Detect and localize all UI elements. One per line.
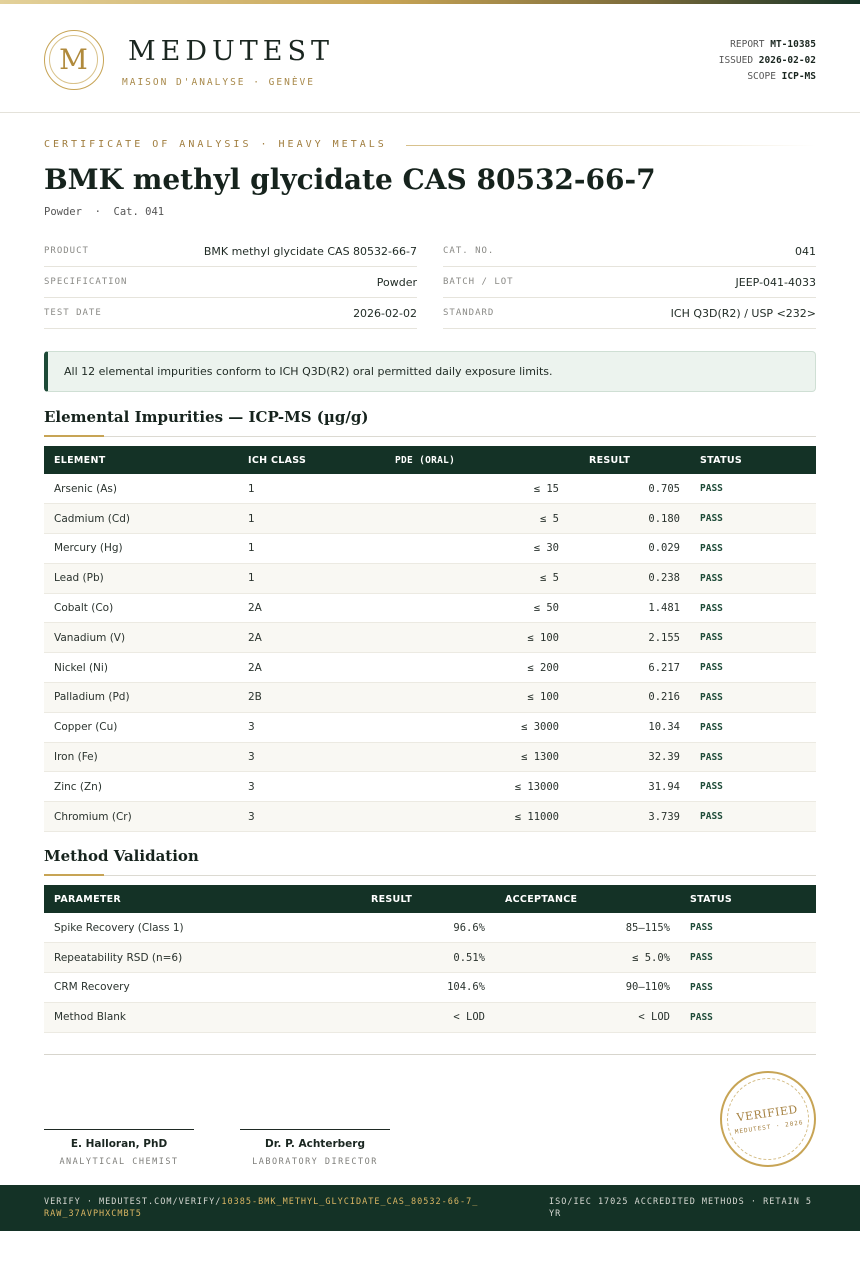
report-meta: [719, 37, 816, 85]
elemental-impurities-table: [44, 446, 816, 832]
info-value: BMK methyl glycidate CAS 80532-66-7: [203, 244, 417, 258]
acceptance-criteria: 90–110%: [495, 973, 680, 1003]
table-row: [44, 772, 816, 802]
status-badge: PASS: [690, 653, 816, 683]
table-row: [44, 913, 816, 943]
col-header-result: RESULT: [349, 885, 495, 913]
status-badge: PASS: [690, 712, 816, 742]
table-row: [44, 683, 816, 713]
eyebrow-divider: [406, 145, 816, 146]
acceptance-criteria: ≤ 5.0%: [495, 943, 680, 973]
section-divider: [44, 875, 816, 876]
pde-limit: ≤ 15: [348, 474, 569, 504]
pde-limit: ≤ 1300: [348, 742, 569, 772]
info-value: 2026-02-02: [353, 306, 417, 320]
section-divider: [44, 436, 816, 437]
table-header-row: [44, 885, 816, 913]
element-name: Vanadium (V): [44, 623, 238, 653]
info-label: SPECIFICATION: [44, 277, 128, 287]
result-value: < LOD: [349, 1002, 495, 1032]
result-value: 31.94: [569, 772, 690, 802]
table-row: [44, 1002, 816, 1032]
status-badge: PASS: [690, 742, 816, 772]
signature-line: [240, 1129, 390, 1130]
section-accent: [44, 874, 104, 876]
signature-line: [44, 1129, 194, 1130]
table-row: [44, 943, 816, 973]
info-row-test-date: [44, 298, 417, 329]
element-name: Mercury (Hg): [44, 534, 238, 564]
page-header: [0, 4, 860, 113]
status-badge: PASS: [690, 683, 816, 713]
ich-class: 2A: [238, 623, 348, 653]
pde-limit: ≤ 3000: [348, 712, 569, 742]
status-badge: PASS: [690, 623, 816, 653]
status-badge: PASS: [690, 802, 816, 832]
verify-url[interactable]: 10385-BMK_METHYL_GLYCIDATE_CAS_80532-66-7_RAW_37AVPHXCMBT5: [44, 1197, 479, 1219]
signatory-role: ANALYTICAL CHEMIST: [59, 1157, 179, 1167]
info-grid-right: [443, 236, 816, 329]
page-title: BMK methyl glycidate CAS 80532-66-7: [44, 163, 656, 196]
col-header-parameter: PARAMETER: [44, 885, 349, 913]
status-badge: PASS: [690, 772, 816, 802]
table-row: [44, 653, 816, 683]
status-badge: PASS: [690, 593, 816, 623]
result-value: 3.739: [569, 802, 690, 832]
element-name: Chromium (Cr): [44, 802, 238, 832]
result-value: 104.6%: [349, 973, 495, 1003]
brand-seal-logo: [44, 30, 104, 90]
page-footer: [0, 1185, 860, 1231]
verify-prefix: VERIFY · MEDUTEST.COM/VERIFY/: [44, 1197, 222, 1207]
status-badge: PASS: [690, 534, 816, 564]
method-validation-table: [44, 885, 816, 1033]
result-value: 96.6%: [349, 913, 495, 943]
status-badge: PASS: [680, 1002, 816, 1032]
result-value: 0.216: [569, 683, 690, 713]
table-row: [44, 802, 816, 832]
signature-block-director: [240, 1129, 390, 1167]
signature-divider: [44, 1054, 816, 1055]
result-value: 6.217: [569, 653, 690, 683]
ich-class: 2B: [238, 683, 348, 713]
result-value: 32.39: [569, 742, 690, 772]
pde-limit: ≤ 50: [348, 593, 569, 623]
signatory-name: E. Halloran, PhD: [70, 1138, 168, 1150]
element-name: Nickel (Ni): [44, 653, 238, 683]
ich-class: 2A: [238, 653, 348, 683]
info-row-cat-no: [443, 236, 816, 267]
acceptance-criteria: 85–115%: [495, 913, 680, 943]
ich-class: 3: [238, 772, 348, 802]
col-header-acceptance: ACCEPTANCE: [495, 885, 680, 913]
status-badge: PASS: [690, 563, 816, 593]
table-row: [44, 563, 816, 593]
stamp-inner: [722, 1073, 815, 1166]
element-name: Copper (Cu): [44, 712, 238, 742]
parameter-name: CRM Recovery: [44, 973, 349, 1003]
table-row: [44, 973, 816, 1003]
info-value: 041: [795, 244, 816, 258]
verified-stamp: [720, 1071, 816, 1167]
table-row: [44, 593, 816, 623]
pde-limit: ≤ 13000: [348, 772, 569, 802]
meta-report: REPORT MT-10385: [730, 39, 816, 50]
info-value: Powder: [376, 275, 417, 289]
result-value: 0.51%: [349, 943, 495, 973]
parameter-name: Repeatability RSD (n=6): [44, 943, 349, 973]
status-badge: PASS: [680, 943, 816, 973]
col-header-status: STATUS: [680, 885, 816, 913]
stamp-text: VERIFIED: [735, 1102, 799, 1125]
info-row-standard: [443, 298, 816, 329]
result-value: 0.705: [569, 474, 690, 504]
element-name: Palladium (Pd): [44, 683, 238, 713]
accreditation-note: ISO/IEC 17025 ACCREDITED METHODS · RETAIN 5 YR: [549, 1197, 813, 1219]
info-value: ICH Q3D(R2) / USP <232>: [670, 306, 816, 320]
ich-class: 1: [238, 474, 348, 504]
col-header-status: STATUS: [690, 446, 816, 474]
ich-class: 3: [238, 742, 348, 772]
info-grid-left: [44, 236, 417, 329]
verify-link[interactable]: [44, 1196, 484, 1220]
parameter-name: Method Blank: [44, 1002, 349, 1032]
element-name: Iron (Fe): [44, 742, 238, 772]
signatory-role: LABORATORY DIRECTOR: [252, 1157, 378, 1167]
brand-tagline: MAISON D'ANALYSE · GENÈVE: [122, 77, 315, 88]
parameter-name: Spike Recovery (Class 1): [44, 913, 349, 943]
ich-class: 1: [238, 534, 348, 564]
pde-limit: ≤ 100: [348, 623, 569, 653]
col-header-pde: PDE (ORAL): [348, 446, 569, 474]
element-name: Arsenic (As): [44, 474, 238, 504]
table-row: [44, 623, 816, 653]
info-value: JEEP-041-4033: [735, 275, 816, 289]
section-accent: [44, 435, 104, 437]
element-name: Cobalt (Co): [44, 593, 238, 623]
status-badge: PASS: [680, 973, 816, 1003]
status-badge: PASS: [680, 913, 816, 943]
result-value: 0.180: [569, 504, 690, 534]
ich-class: 1: [238, 563, 348, 593]
table-header-row: [44, 446, 816, 474]
ich-class: 3: [238, 712, 348, 742]
result-value: 2.155: [569, 623, 690, 653]
ich-class: 2A: [238, 593, 348, 623]
result-value: 10.34: [569, 712, 690, 742]
pde-limit: ≤ 200: [348, 653, 569, 683]
table-row: [44, 534, 816, 564]
element-name: Cadmium (Cd): [44, 504, 238, 534]
meta-scope: SCOPE ICP-MS: [747, 71, 816, 82]
element-name: Zinc (Zn): [44, 772, 238, 802]
conformance-notice: All 12 elemental impurities conform to ICH Q3D(R2) oral permitted daily exposure limits.: [44, 351, 816, 392]
seal-letter: M: [49, 35, 98, 84]
info-row-batch-lot: [443, 267, 816, 298]
section-title-elemental: Elemental Impurities — ICP-MS (µg/g): [44, 408, 369, 426]
info-row-product: [44, 236, 417, 267]
table-row: [44, 742, 816, 772]
col-header-ich-class: ICH CLASS: [238, 446, 348, 474]
stamp-subtext: MEDUTEST · 2026: [734, 1119, 804, 1136]
table-row: [44, 474, 816, 504]
signature-block-chemist: [44, 1129, 194, 1167]
info-label: PRODUCT: [44, 246, 89, 256]
result-value: 1.481: [569, 593, 690, 623]
element-name: Lead (Pb): [44, 563, 238, 593]
meta-issued: ISSUED 2026-02-02: [718, 55, 816, 66]
info-label: STANDARD: [443, 308, 495, 318]
pde-limit: ≤ 5: [348, 504, 569, 534]
ich-class: 3: [238, 802, 348, 832]
col-header-result: RESULT: [569, 446, 690, 474]
status-badge: PASS: [690, 504, 816, 534]
brand-name: MEDUTEST: [128, 36, 334, 67]
info-label: BATCH / LOT: [443, 277, 514, 287]
acceptance-criteria: < LOD: [495, 1002, 680, 1032]
info-row-specification: [44, 267, 417, 298]
table-row: [44, 712, 816, 742]
status-badge: PASS: [690, 474, 816, 504]
pde-limit: ≤ 30: [348, 534, 569, 564]
page-subtitle: Powder · Cat. 041: [44, 206, 165, 218]
info-label: TEST DATE: [44, 308, 102, 318]
info-label: CAT. NO.: [443, 246, 495, 256]
result-value: 0.238: [569, 563, 690, 593]
table-row: [44, 504, 816, 534]
ich-class: 1: [238, 504, 348, 534]
signatory-name: Dr. P. Achterberg: [265, 1138, 365, 1150]
result-value: 0.029: [569, 534, 690, 564]
pde-limit: ≤ 100: [348, 683, 569, 713]
pde-limit: ≤ 11000: [348, 802, 569, 832]
document-eyebrow: CERTIFICATE OF ANALYSIS · HEAVY METALS: [44, 139, 387, 150]
pde-limit: ≤ 5: [348, 563, 569, 593]
section-title-method: Method Validation: [44, 847, 199, 865]
col-header-element: ELEMENT: [44, 446, 238, 474]
